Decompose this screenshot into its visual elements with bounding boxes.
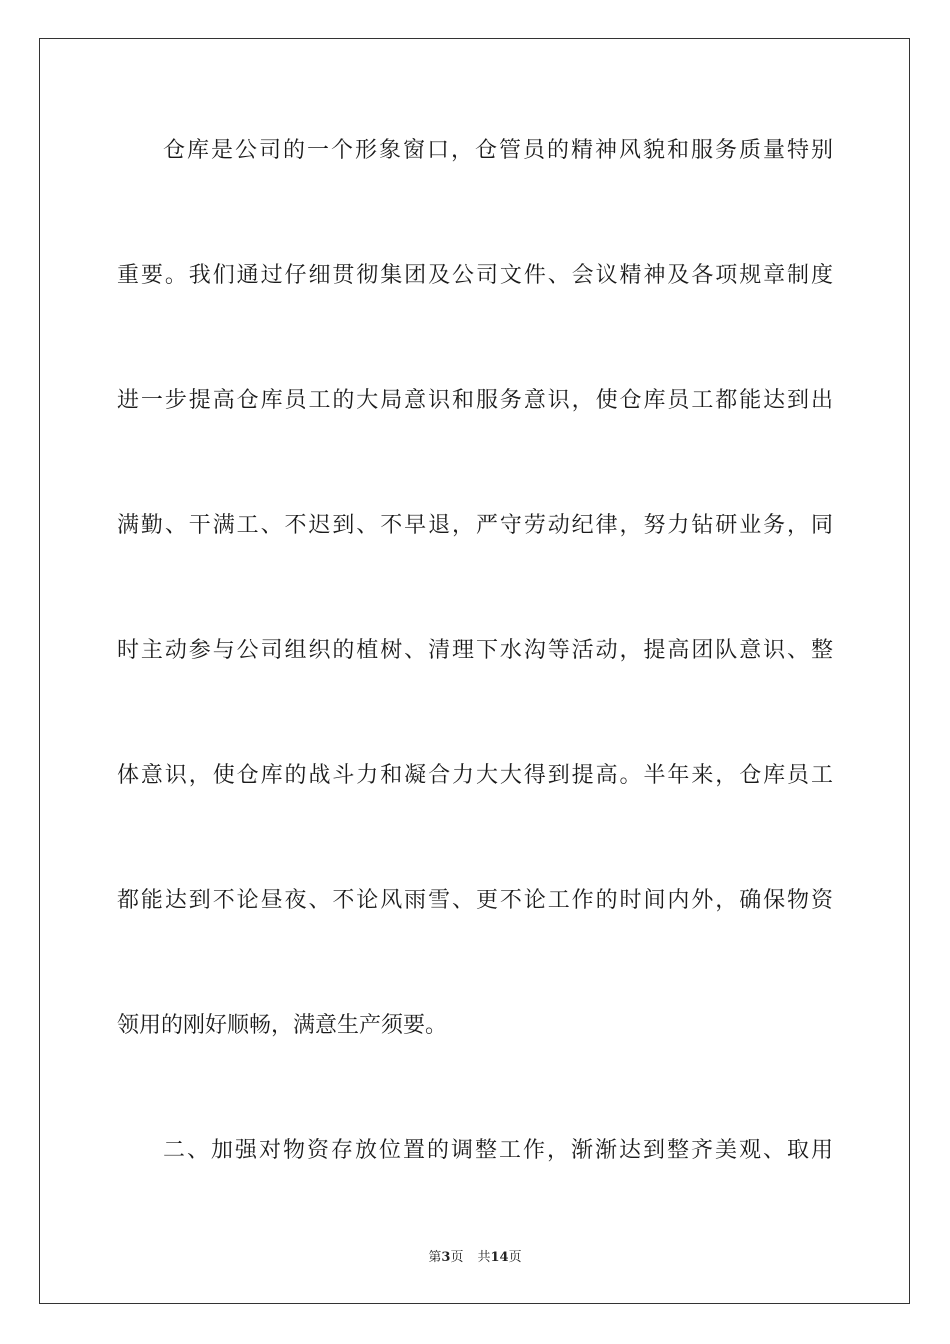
paragraph-line: 体意识，使仓库的战斗力和凝合力大大得到提高。半年来，仓库员工 — [117, 763, 833, 788]
page-suffix: 页 — [450, 1250, 464, 1265]
section-heading-line: 二、加强对物资存放位置的调整工作，渐渐达到整齐美观、取用 — [163, 1138, 833, 1163]
page-number: 3 — [441, 1250, 451, 1265]
paragraph-line: 重要。我们通过仔细贯彻集团及公司文件、会议精神及各项规章制度 — [117, 263, 833, 288]
total-suffix: 页 — [508, 1250, 522, 1265]
document-body — [117, 127, 833, 1252]
paragraph-line: 领用的刚好顺畅，满意生产须要。 — [117, 1013, 448, 1038]
page-prefix: 第 — [428, 1250, 442, 1265]
total-pages: 14 — [490, 1250, 509, 1265]
paragraph-line: 进一步提高仓库员工的大局意识和服务意识，使仓库员工都能达到出 — [117, 388, 833, 413]
paragraph-line: 满勤、干满工、不迟到、不早退，严守劳动纪律，努力钻研业务，同 — [117, 513, 833, 538]
total-prefix: 共 — [477, 1250, 491, 1265]
paragraph-line: 仓库是公司的一个形象窗口，仓管员的精神风貌和服务质量特别 — [163, 138, 833, 163]
paragraph-line: 时主动参与公司组织的植树、清理下水沟等活动，提高团队意识、整 — [117, 638, 833, 663]
page-footer — [0, 1246, 950, 1265]
paragraph-line: 都能达到不论昼夜、不论风雨雪、更不论工作的时间内外，确保物资 — [117, 888, 833, 913]
